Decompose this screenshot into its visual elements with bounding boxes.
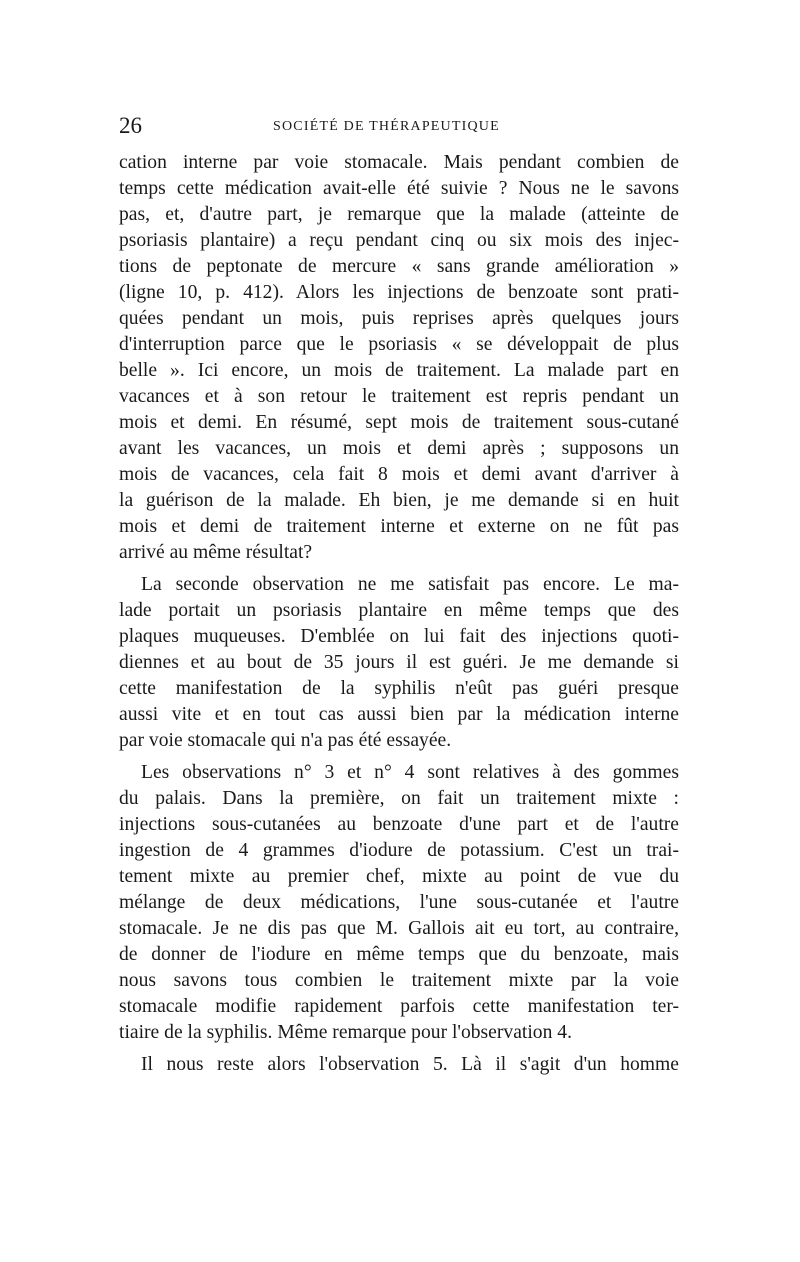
text-line: Les observations n° 3 et n° 4 sont relatives à des gommes (141, 762, 679, 783)
paragraph-4 (119, 1052, 679, 1078)
text-line: cation interne par voie stomacale. Mais pendant combien de (119, 152, 679, 173)
text-line: la guérison de la malade. Eh bien, je me demande si en huit (119, 490, 679, 511)
running-head (119, 112, 679, 140)
text-line: temps cette médication avait-elle été suivie ? Nous ne le savons (119, 178, 679, 199)
text-line: La seconde observation ne me satisfait pas encore. Le ma- (141, 574, 679, 595)
text-line: stomacale. Je ne dis pas que M. Gallois ait eu tort, au contraire, (119, 918, 679, 939)
text-line: (ligne 10, p. 412). Alors les injections de benzoate sont prati- (119, 282, 679, 303)
page-number: 26 (119, 113, 142, 138)
paragraph-1 (119, 150, 679, 566)
paragraph-3 (119, 760, 679, 1046)
text-line: arrivé au même résultat? (119, 542, 313, 563)
text-line: tions de peptonate de mercure « sans grande amélioration » (119, 256, 679, 277)
text-line: stomacale modifie rapidement parfois cette manifestation ter- (119, 996, 679, 1017)
text-line: par voie stomacale qui n'a pas été essayée. (119, 730, 452, 751)
text-line: ingestion de 4 grammes d'iodure de potassium. C'est un trai- (119, 840, 679, 861)
text-line: pas, et, d'autre part, je remarque que la malade (atteinte de (119, 204, 679, 225)
text-line: de donner de l'iodure en même temps que du benzoate, mais (119, 944, 679, 965)
text-line: nous savons tous combien le traitement mixte par la voie (119, 970, 679, 991)
text-line: tement mixte au premier chef, mixte au point de vue du (119, 866, 679, 887)
text-line: mois et demi. En résumé, sept mois de traitement sous-cutané (119, 412, 679, 433)
text-line: avant les vacances, un mois et demi après ; supposons un (119, 438, 679, 459)
text-line: plaques muqueuses. D'emblée on lui fait des injections quoti- (119, 626, 679, 647)
text-line: injections sous-cutanées au benzoate d'une part et de l'autre (119, 814, 679, 835)
text-line: cette manifestation de la syphilis n'eût pas guéri presque (119, 678, 679, 699)
text-line: psoriasis plantaire) a reçu pendant cinq ou six mois des injec- (119, 230, 679, 251)
paragraph-2 (119, 572, 679, 754)
text-line: mélange de deux médications, l'une sous-cutanée et l'autre (119, 892, 679, 913)
text-line: mois de vacances, cela fait 8 mois et demi avant d'arriver à (119, 464, 679, 485)
text-line: diennes et au bout de 35 jours il est guéri. Je me demande si (119, 652, 679, 673)
running-title: SOCIÉTÉ DE THÉRAPEUTIQUE (273, 119, 500, 134)
text-line: mois et demi de traitement interne et externe on ne fût pas (119, 516, 679, 537)
text-line: lade portait un psoriasis plantaire en même temps que des (119, 600, 679, 621)
text-line: tiaire de la syphilis. Même remarque pour l'observation 4. (119, 1022, 572, 1043)
text-line: d'interruption parce que le psoriasis « se développait de plus (119, 334, 679, 355)
book-page (119, 112, 679, 1078)
text-line: quées pendant un mois, puis reprises après quelques jours (119, 308, 679, 329)
body-text (119, 150, 679, 1078)
text-line: vacances et à son retour le traitement est repris pendant un (119, 386, 679, 407)
text-line: Il nous reste alors l'observation 5. Là il s'agit d'un homme (141, 1054, 679, 1075)
text-line: belle ». Ici encore, un mois de traitement. La malade part en (119, 360, 679, 381)
text-line: aussi vite et en tout cas aussi bien par la médication interne (119, 704, 679, 725)
text-line: du palais. Dans la première, on fait un traitement mixte : (119, 788, 679, 809)
